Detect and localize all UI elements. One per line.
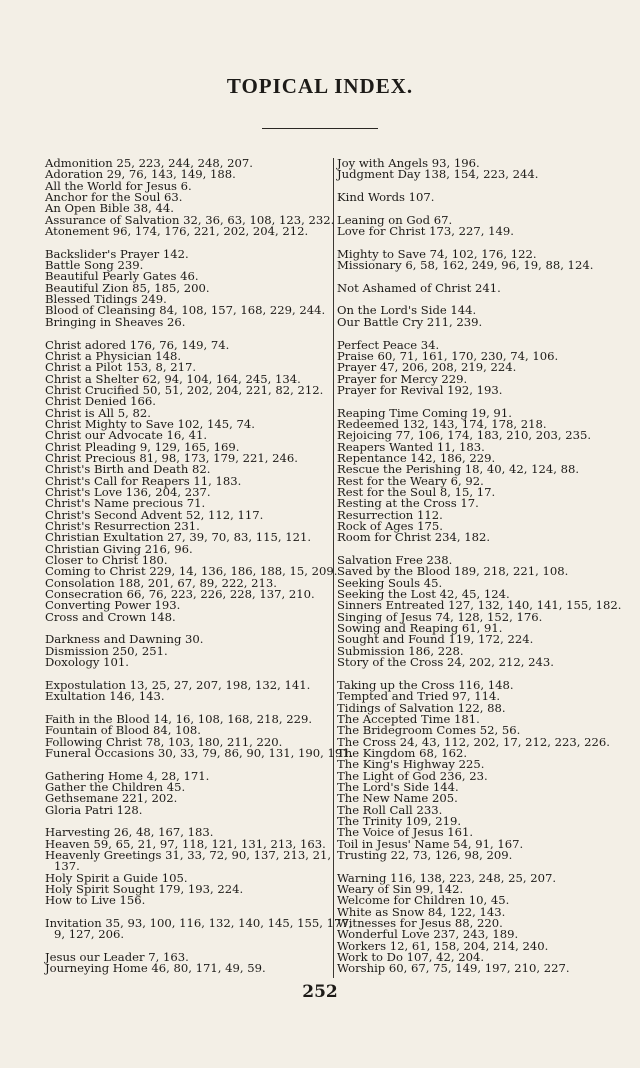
index-entry: Submission 186, 228. — [337, 643, 464, 658]
index-entry: Gathering Home 4, 28, 171. — [45, 768, 210, 783]
index-entry: Christ's Call for Reapers 11, 183. — [45, 473, 242, 488]
index-entry: All the World for Jesus 6. — [45, 178, 192, 193]
index-entry: Heaven 59, 65, 21, 97, 118, 121, 131, 213, 163. — [45, 836, 326, 851]
index-entry: The Cross 24, 43, 112, 202, 17, 212, 223, 226. — [337, 734, 610, 749]
index-entry: Fountain of Blood 84, 108. — [45, 723, 201, 738]
index-entry: The Trinity 109, 219. — [337, 813, 462, 828]
index-entry: Judgment Day 138, 154, 223, 244. — [337, 167, 539, 182]
title-rule — [262, 128, 378, 129]
index-entry: Story of the Cross 24, 202, 212, 243. — [337, 655, 554, 670]
index-entry: Christ Precious 81, 98, 173, 179, 221, 246. — [45, 450, 298, 465]
index-entry: Worship 60, 67, 75, 149, 197, 210, 227. — [337, 961, 570, 976]
index-entry: Doxology 101. — [45, 655, 129, 670]
index-entry — [45, 847, 335, 874]
index-entry: Battle Song 239. — [45, 258, 144, 273]
index-entry: Expostulation 13, 25, 27, 207, 198, 132, 141. — [45, 677, 311, 692]
index-entry: Christ a Physician 148. — [45, 348, 182, 363]
index-entry: Sowing and Reaping 61, 91. — [337, 621, 503, 636]
index-entry: Prayer 47, 206, 208, 219, 224. — [337, 360, 517, 375]
index-entry: The Lord's Side 144. — [337, 779, 459, 794]
index-entry: Leaning on God 67. — [337, 212, 453, 227]
index-entry: Christian Giving 216, 96. — [45, 541, 193, 556]
index-entry: Christ's Name precious 71. — [45, 496, 206, 511]
index-entry: Missionary 6, 58, 162, 249, 96, 19, 88, 124. — [337, 258, 594, 273]
index-entry — [45, 916, 353, 942]
right-column — [337, 156, 622, 976]
index-entry: Beautiful Zion 85, 185, 200. — [45, 280, 210, 295]
index-entry: Assurance of Salvation 32, 36, 63, 108, 123, 232. — [45, 212, 335, 227]
index-entry: Following Christ 78, 103, 180, 211, 220. — [45, 734, 283, 749]
index-entry: The Accepted Time 181. — [337, 711, 480, 726]
index-entry: Reaping Time Coming 19, 91. — [337, 405, 512, 420]
index-entry: Tidings of Salvation 122, 88. — [337, 700, 506, 715]
index-entry: Rejoicing 77, 106, 174, 183, 210, 203, 235. — [337, 428, 592, 443]
index-entry: Work to Do 107, 42, 204. — [337, 950, 485, 965]
index-entry: Jesus our Leader 7, 163. — [45, 950, 189, 965]
index-entry: Resting at the Cross 17. — [337, 496, 479, 511]
index-entry: Rescue the Perishing 18, 40, 42, 124, 88. — [337, 462, 580, 477]
index-entry: Coming to Christ 229, 14, 136, 186, 188, 15, 209. — [45, 564, 338, 579]
index-entry: Atonement 96, 174, 176, 221, 202, 204, 212. — [45, 224, 309, 239]
index-entry: Joy with Angels 93, 196. — [337, 156, 480, 170]
index-entry: On the Lord's Side 144. — [337, 303, 477, 318]
index-entry: Converting Power 193. — [45, 598, 181, 613]
index-entry: Workers 12, 61, 158, 204, 214, 240. — [337, 938, 549, 953]
index-entry: Reapers Wanted 11, 183. — [337, 439, 485, 454]
index-entry: Saved by the Blood 189, 218, 221, 108. — [337, 564, 569, 579]
index-entry: The Kingdom 68, 162. — [337, 745, 468, 760]
index-entry: Christ adored 176, 76, 149, 74. — [45, 337, 230, 352]
index-entry: Blessed Tidings 249. — [45, 292, 167, 307]
index-entry: Perfect Peace 34. — [337, 337, 440, 352]
index-entry: Christ's Love 136, 204, 237. — [45, 484, 211, 499]
index-entry: Love for Christ 173, 227, 149. — [337, 224, 514, 239]
index-entry: Closer to Christ 180. — [45, 553, 168, 568]
index-entry: Anchor for the Soul 63. — [45, 190, 183, 205]
index-entry: Toil in Jesus' Name 54, 91, 167. — [337, 836, 524, 851]
index-entry: Rest for the Soul 8, 15, 17. — [337, 484, 496, 499]
index-entry: An Open Bible 38, 44. — [45, 201, 174, 216]
index-entry: Harvesting 26, 48, 167, 183. — [45, 825, 214, 840]
index-entry: Witnesses for Jesus 88, 220. — [337, 916, 503, 931]
index-entry: Holy Spirit Sought 179, 193, 224. — [45, 882, 244, 896]
index-entry: Kind Words 107. — [337, 190, 435, 205]
index-entry: How to Live 156. — [45, 893, 146, 908]
index-entry: Darkness and Dawning 30. — [45, 632, 204, 647]
index-entry: Christ a Pilot 153, 8, 217. — [45, 360, 197, 375]
index-entry: Seeking the Lost 42, 45, 124. — [337, 587, 510, 602]
index-entry: Seeking Souls 45. — [337, 575, 443, 590]
index-entry: Funeral Occasions 30, 33, 79, 86, 90, 131, 190, 191. — [45, 745, 354, 760]
index-entry: Salvation Free 238. — [337, 553, 453, 568]
index-entry: Wonderful Love 237, 243, 189. — [337, 927, 519, 942]
index-entry: Christ Crucified 50, 51, 202, 204, 221, 82, 212. — [45, 382, 324, 397]
index-entry: White as Snow 84, 122, 143. — [337, 904, 506, 919]
index-entry: Christian Exultation 27, 39, 70, 83, 115, 121. — [45, 530, 312, 545]
index-entry: Not Ashamed of Christ 241. — [337, 280, 501, 295]
index-entry-line: Invitation 35, 93, 100, 116, 132, 140, 145, 155, 177, — [45, 916, 353, 931]
index-entry: Rock of Ages 175. — [337, 519, 443, 533]
index-entry: The Voice of Jesus 161. — [337, 825, 474, 840]
index-entry: Christ Denied 166. — [45, 394, 156, 409]
index-entry: Prayer for Revival 192, 193. — [337, 382, 503, 397]
index-entry: Consecration 66, 76, 223, 226, 228, 137, 210. — [45, 587, 315, 602]
index-entry: Blood of Cleansing 84, 108, 157, 168, 229, 244. — [45, 303, 326, 318]
index-entry: Repentance 142, 186, 229. — [337, 450, 496, 465]
index-entry: Admonition 25, 223, 244, 248, 207. — [45, 156, 253, 170]
index-entry: Christ's Resurrection 231. — [45, 519, 200, 533]
index-entry: Consolation 188, 201, 67, 89, 222, 213. — [45, 575, 277, 590]
index-entry: Welcome for Children 10, 45. — [337, 893, 510, 908]
index-entry: Trusting 22, 73, 126, 98, 209. — [337, 847, 513, 862]
index-entry: Room for Christ 234, 182. — [337, 530, 491, 545]
index-entry: Christ is All 5, 82. — [45, 405, 151, 420]
index-entry: Christ's Birth and Death 82. — [45, 462, 211, 477]
index-entry: Christ Mighty to Save 102, 145, 74. — [45, 416, 255, 431]
index-entry: Gloria Patri 128. — [45, 802, 143, 817]
index-entry: Tempted and Tried 97, 114. — [337, 689, 501, 704]
index-entry: Adoration 29, 76, 143, 149, 188. — [45, 167, 236, 182]
index-entry: Gather the Children 45. — [45, 779, 186, 794]
index-entry: Warning 116, 138, 223, 248, 25, 207. — [337, 870, 557, 885]
index-entry: Faith in the Blood 14, 16, 108, 168, 218, 229. — [45, 711, 313, 726]
index-entry: Rest for the Weary 6, 92. — [337, 473, 484, 488]
index-entry: The New Name 205. — [337, 791, 458, 806]
index-entry: Backslider's Prayer 142. — [45, 246, 189, 261]
index-entry: Bringing in Sheaves 26. — [45, 314, 186, 329]
page-number: 252 — [302, 982, 338, 1002]
index-entry: Exultation 146, 143. — [45, 689, 165, 704]
index-entry: Cross and Crown 148. — [45, 609, 176, 624]
page-title: TOPICAL INDEX. — [226, 74, 414, 98]
index-entry: Taking up the Cross 116, 148. — [337, 677, 514, 692]
index-entry: Christ our Advocate 16, 41. — [45, 428, 208, 443]
index-entry: Sought and Found 119, 172, 224. — [337, 632, 534, 647]
index-entry: Mighty to Save 74, 102, 176, 122. — [337, 246, 537, 261]
index-entry: Journeying Home 46, 80, 171, 49, 59. — [45, 961, 266, 976]
index-entry: Beautiful Pearly Gates 46. — [45, 269, 199, 284]
left-column — [45, 156, 354, 976]
index-entry: The King's Highway 225. — [337, 757, 485, 772]
index-entry: Praise 60, 71, 161, 170, 230, 74, 106. — [337, 348, 559, 363]
index-entry-continuation: 9, 127, 206. — [54, 927, 125, 942]
index-entry: Resurrection 112. — [337, 507, 443, 522]
index-entry: Holy Spirit a Guide 105. — [45, 870, 188, 885]
index-entry: The Light of God 236, 23. — [337, 768, 488, 783]
index-entry: Redeemed 132, 143, 174, 178, 218. — [337, 416, 547, 431]
index-entry: Christ a Shelter 62, 94, 104, 164, 245, 134. — [45, 371, 301, 386]
index-entry: The Roll Call 233. — [337, 802, 443, 817]
index-entry: Gethsemane 221, 202. — [45, 791, 178, 806]
index-entry: Christ Pleading 9, 129, 165, 169. — [45, 439, 240, 454]
index-entry-line: Heavenly Greetings 31, 33, 72, 90, 137, 213, 21, — [45, 847, 332, 862]
index-entry: Prayer for Mercy 229. — [337, 371, 468, 386]
index-entry: Sinners Entreated 127, 132, 140, 141, 155, 182. — [337, 598, 622, 613]
index-entry-continuation: 137. — [54, 859, 80, 874]
index-entry: Our Battle Cry 211, 239. — [337, 314, 483, 329]
index-entry: Singing of Jesus 74, 128, 152, 176. — [337, 609, 543, 624]
index-entry: The Bridegroom Comes 52, 56. — [337, 723, 521, 738]
index-entry: Christ's Second Advent 52, 112, 117. — [45, 507, 264, 522]
index-entry: Dismission 250, 251. — [45, 643, 168, 658]
index-entry: Weary of Sin 99, 142. — [337, 882, 464, 896]
